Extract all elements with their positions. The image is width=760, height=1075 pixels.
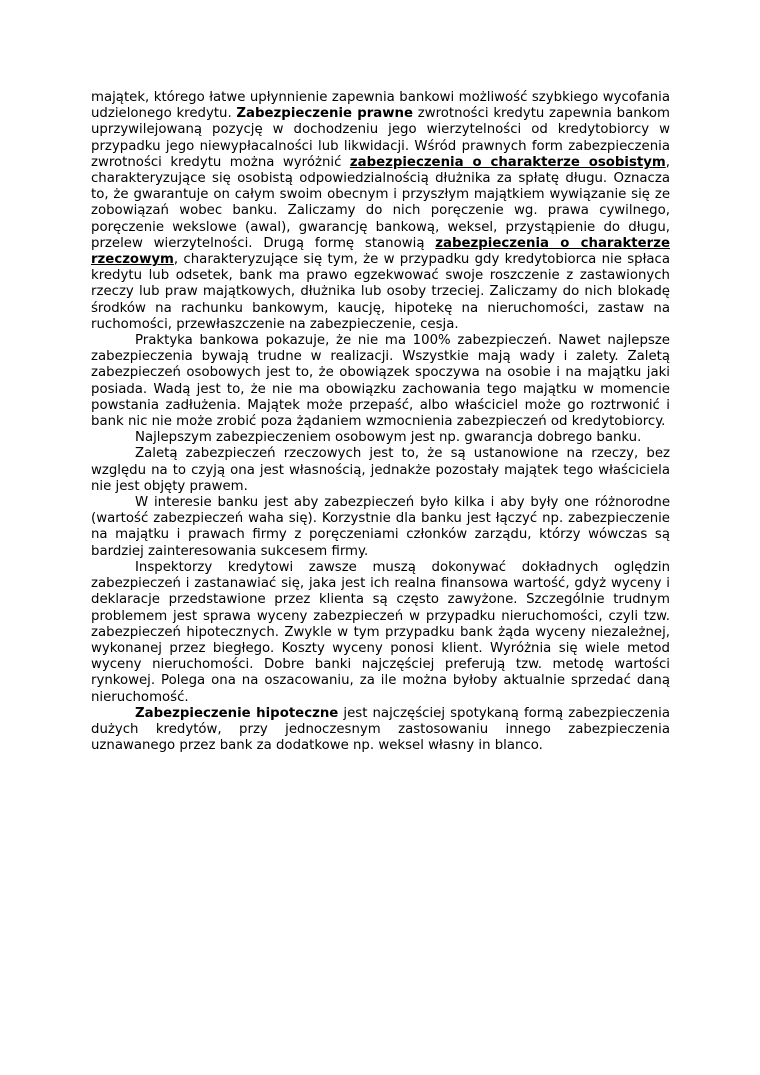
paragraph-7 [91, 706, 670, 755]
paragraph-1-text-g: , charakteryzujące się tym, że w przypadku gdy kredytobiorca nie spłaca kredytu lub odsetek, bank ma prawo egzekwować swoje roszczenie z zastawionych rzeczy lub praw majątkowych, dłużnika lub osoby trzeciej. Zaliczamy do nich blokadę środków na rachunku bankowym, kaucję, hipotekę na nieruchomości, zastaw na ruchomości, przewłaszczenie na zabezpieczenie, cesja. [91, 252, 670, 332]
paragraph-5: W interesie banku jest aby zabezpieczeń było kilka i aby były one różnorodne (wartość zabezpieczeń waha się). Korzystnie dla banku jest łączyć np. zabezpieczenie na majątku i prawach firmy z poręczeniami członków zarządu, którzy wówczas są bardziej zainteresowania sukcesem firmy. [91, 495, 670, 559]
paragraph-1-text-a: majątek, którego łatwe upłynnienie zapewnia bankowi możliwość szybkiego wycofania udzielonego kredytu. [91, 90, 670, 122]
paragraph-1-text-e: , charakteryzujące się osobistą odpowiedzialnością dłużnika za spłatę długu. Oznacza to, że gwarantuje on całym swoim obecnym i przyszłym majątkiem wywiązanie się ze zobowiązań wobec banku. Zaliczamy do nich poręczenie wg. prawa cywilnego, poręczenie wekslowe (awal), gwarancję bankową, weksel, przystąpienie do długu, przelew wierzytelności. Drugą formę stanowią [91, 154, 670, 251]
term-zabezpieczenie-hipoteczne: Zabezpieczenie hipoteczne [135, 705, 339, 721]
paragraph-1-text-c: zwrotności kredytu zapewnia bankom uprzywilejowaną pozycję w dochodzeniu jego wierzytelności od kredytobiorcy w przypadku jego niewypłacalności lub likwidacji. Wśród prawnych form zabezpieczenia zwrotności kredytu można wyróżnić [91, 106, 670, 170]
document-page [91, 90, 670, 754]
term-zabezpieczenia-rzeczowe: zabezpieczenia o charakterze rzeczowym [91, 235, 670, 268]
paragraph-1 [91, 90, 670, 333]
paragraph-4: Zaletą zabezpieczeń rzeczowych jest to, że są ustanowione na rzeczy, bez względu na to czyją ona jest własnością, jednakże pozostały majątek tego właściciela nie jest objęty prawem. [91, 446, 670, 494]
paragraph-2: Praktyka bankowa pokazuje, że nie ma 100% zabezpieczeń. Nawet najlepsze zabezpieczenia bywają trudne w realizacji. Wszystkie mają wady i zalety. Zaletą zabezpieczeń osobowych jest to, że obowiązek spoczywa na osobie i na majątku jaki posiada. Wadą jest to, że nie ma obowiązku zachowania tego majątku w momencie powstania zadłużenia. Majątek może przepaść, albo właściciel może go roztrwonić i bank nic nie może zrobić poza żądaniem wzmocnienia zabezpieczeń od kredytobiorcy. [91, 333, 670, 430]
term-zabezpieczenia-osobiste: zabezpieczenia o charakterze osobistym [349, 154, 666, 170]
paragraph-7-text-b: jest najczęściej spotykaną formą zabezpieczenia dużych kredytów, przy jednoczesnym zastosowaniu innego zabezpieczenia uznawanego przez bank za dodatkowe np. weksel własny in blanco. [91, 705, 670, 754]
term-zabezpieczenie-prawne: Zabezpieczenie prawne [236, 106, 414, 122]
paragraph-6: Inspektorzy kredytowi zawsze muszą dokonywać dokładnych oględzin zabezpieczeń i zastanawiać się, jaka jest ich realna finansowa wartość, gdyż wyceny i deklaracje przedstawione przez klienta są często zawyżone. Szczególnie trudnym problemem jest sprawa wyceny zabezpieczeń w przypadku nieruchomości, czyli tzw. zabezpieczeń hipotecznych. Zwykle w tym przypadku bank żąda wyceny niezależnej, wykonanej przez biegłego. Koszty wyceny ponosi klient. Wyróżnia się wiele metod wyceny nieruchomości. Dobre banki najczęściej preferują tzw. metodę wartości rynkowej. Polega ona na oszacowaniu, za ile można byłoby aktualnie sprzedać daną nieruchomość. [91, 559, 670, 705]
paragraph-3: Najlepszym zabezpieczeniem osobowym jest np. gwarancja dobrego banku. [135, 430, 642, 446]
